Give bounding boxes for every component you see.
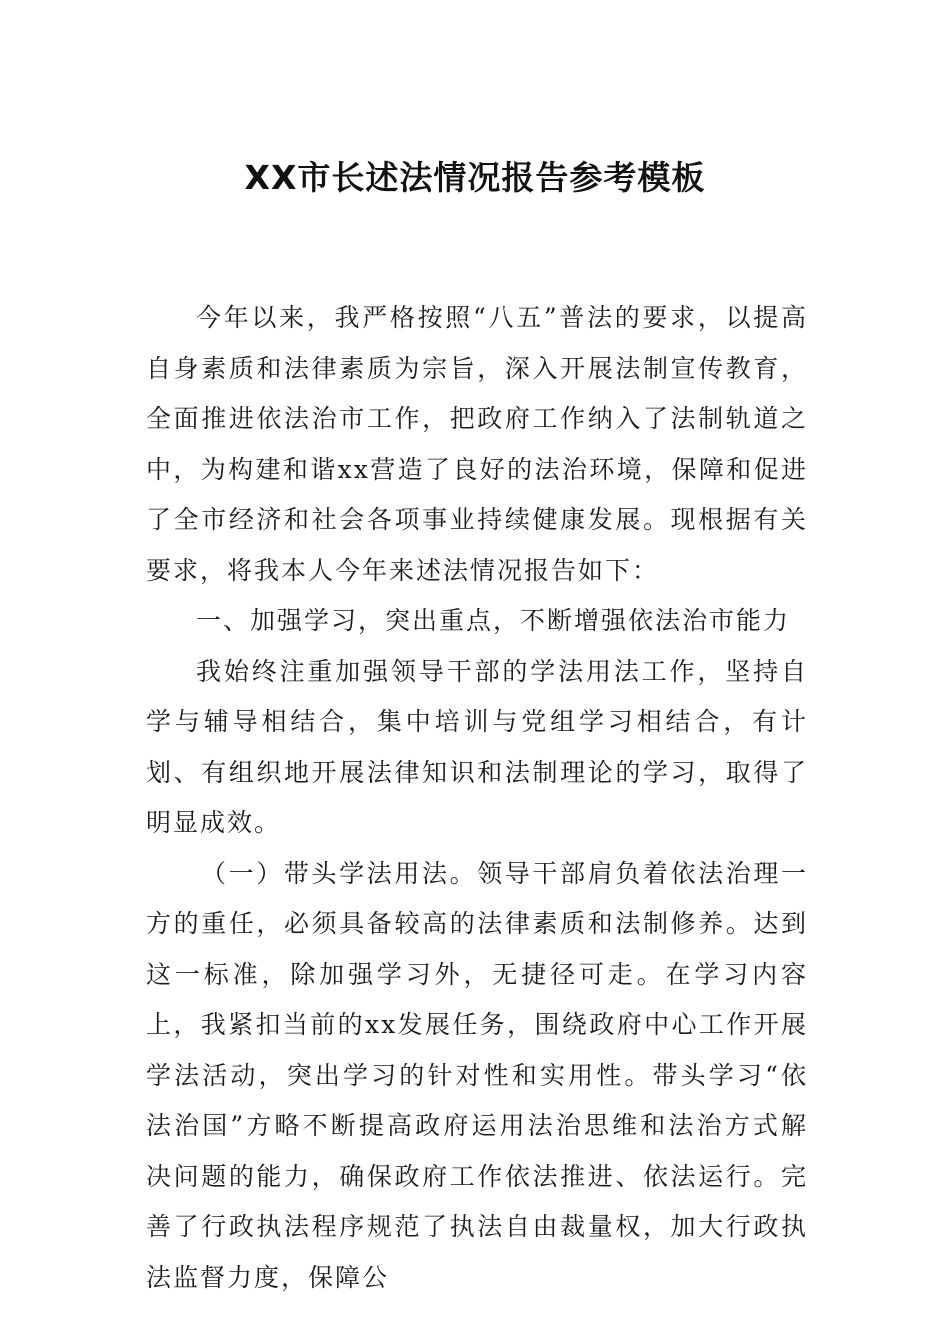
- section-heading-1: 一、加强学习，突出重点，不断增强依法治市能力: [196, 606, 791, 635]
- paragraph-intro: 今年以来，我严格按照“八五”普法的要求，以提高自身素质和法律素质为宗旨，深入开展法制宣传教育，全面推进依法治市工作，把政府工作纳入了法制轨道之中，为构建和谐xx营造了良好的法治环境，保障和促进了全市经济和社会各项事业持续健康发展。现根据有关要求，将我本人今年来述法情况报告如下：: [146, 303, 808, 585]
- paragraph-section-1: 我始终注重加强领导干部的学法用法工作，坚持自学与辅导相结合，集中培训与党组学习相结合，有计划、有组织地开展法律知识和法制理论的学习，取得了明显成效。: [146, 656, 808, 837]
- document-body: [146, 293, 808, 1303]
- paragraph-subsection-1: （一）带头学法用法。领导干部肩负着依法治理一方的重任，必须具备较高的法律素质和法制修养。达到这一标准，除加强学习外，无捷径可走。在学习内容上，我紧扣当前的xx发展任务，围绕政府中心工作开展学法活动，突出学习的针对性和实用性。带头学习“依法治国”方略不断提高政府运用法治思维和法治方式解决问题的能力，确保政府工作依法推进、依法运行。完善了行政执法程序规范了执法自由裁量权，加大行政执法监督力度，保障公: [146, 858, 808, 1292]
- document-title: XX市长述法情况报告参考模板: [244, 158, 706, 197]
